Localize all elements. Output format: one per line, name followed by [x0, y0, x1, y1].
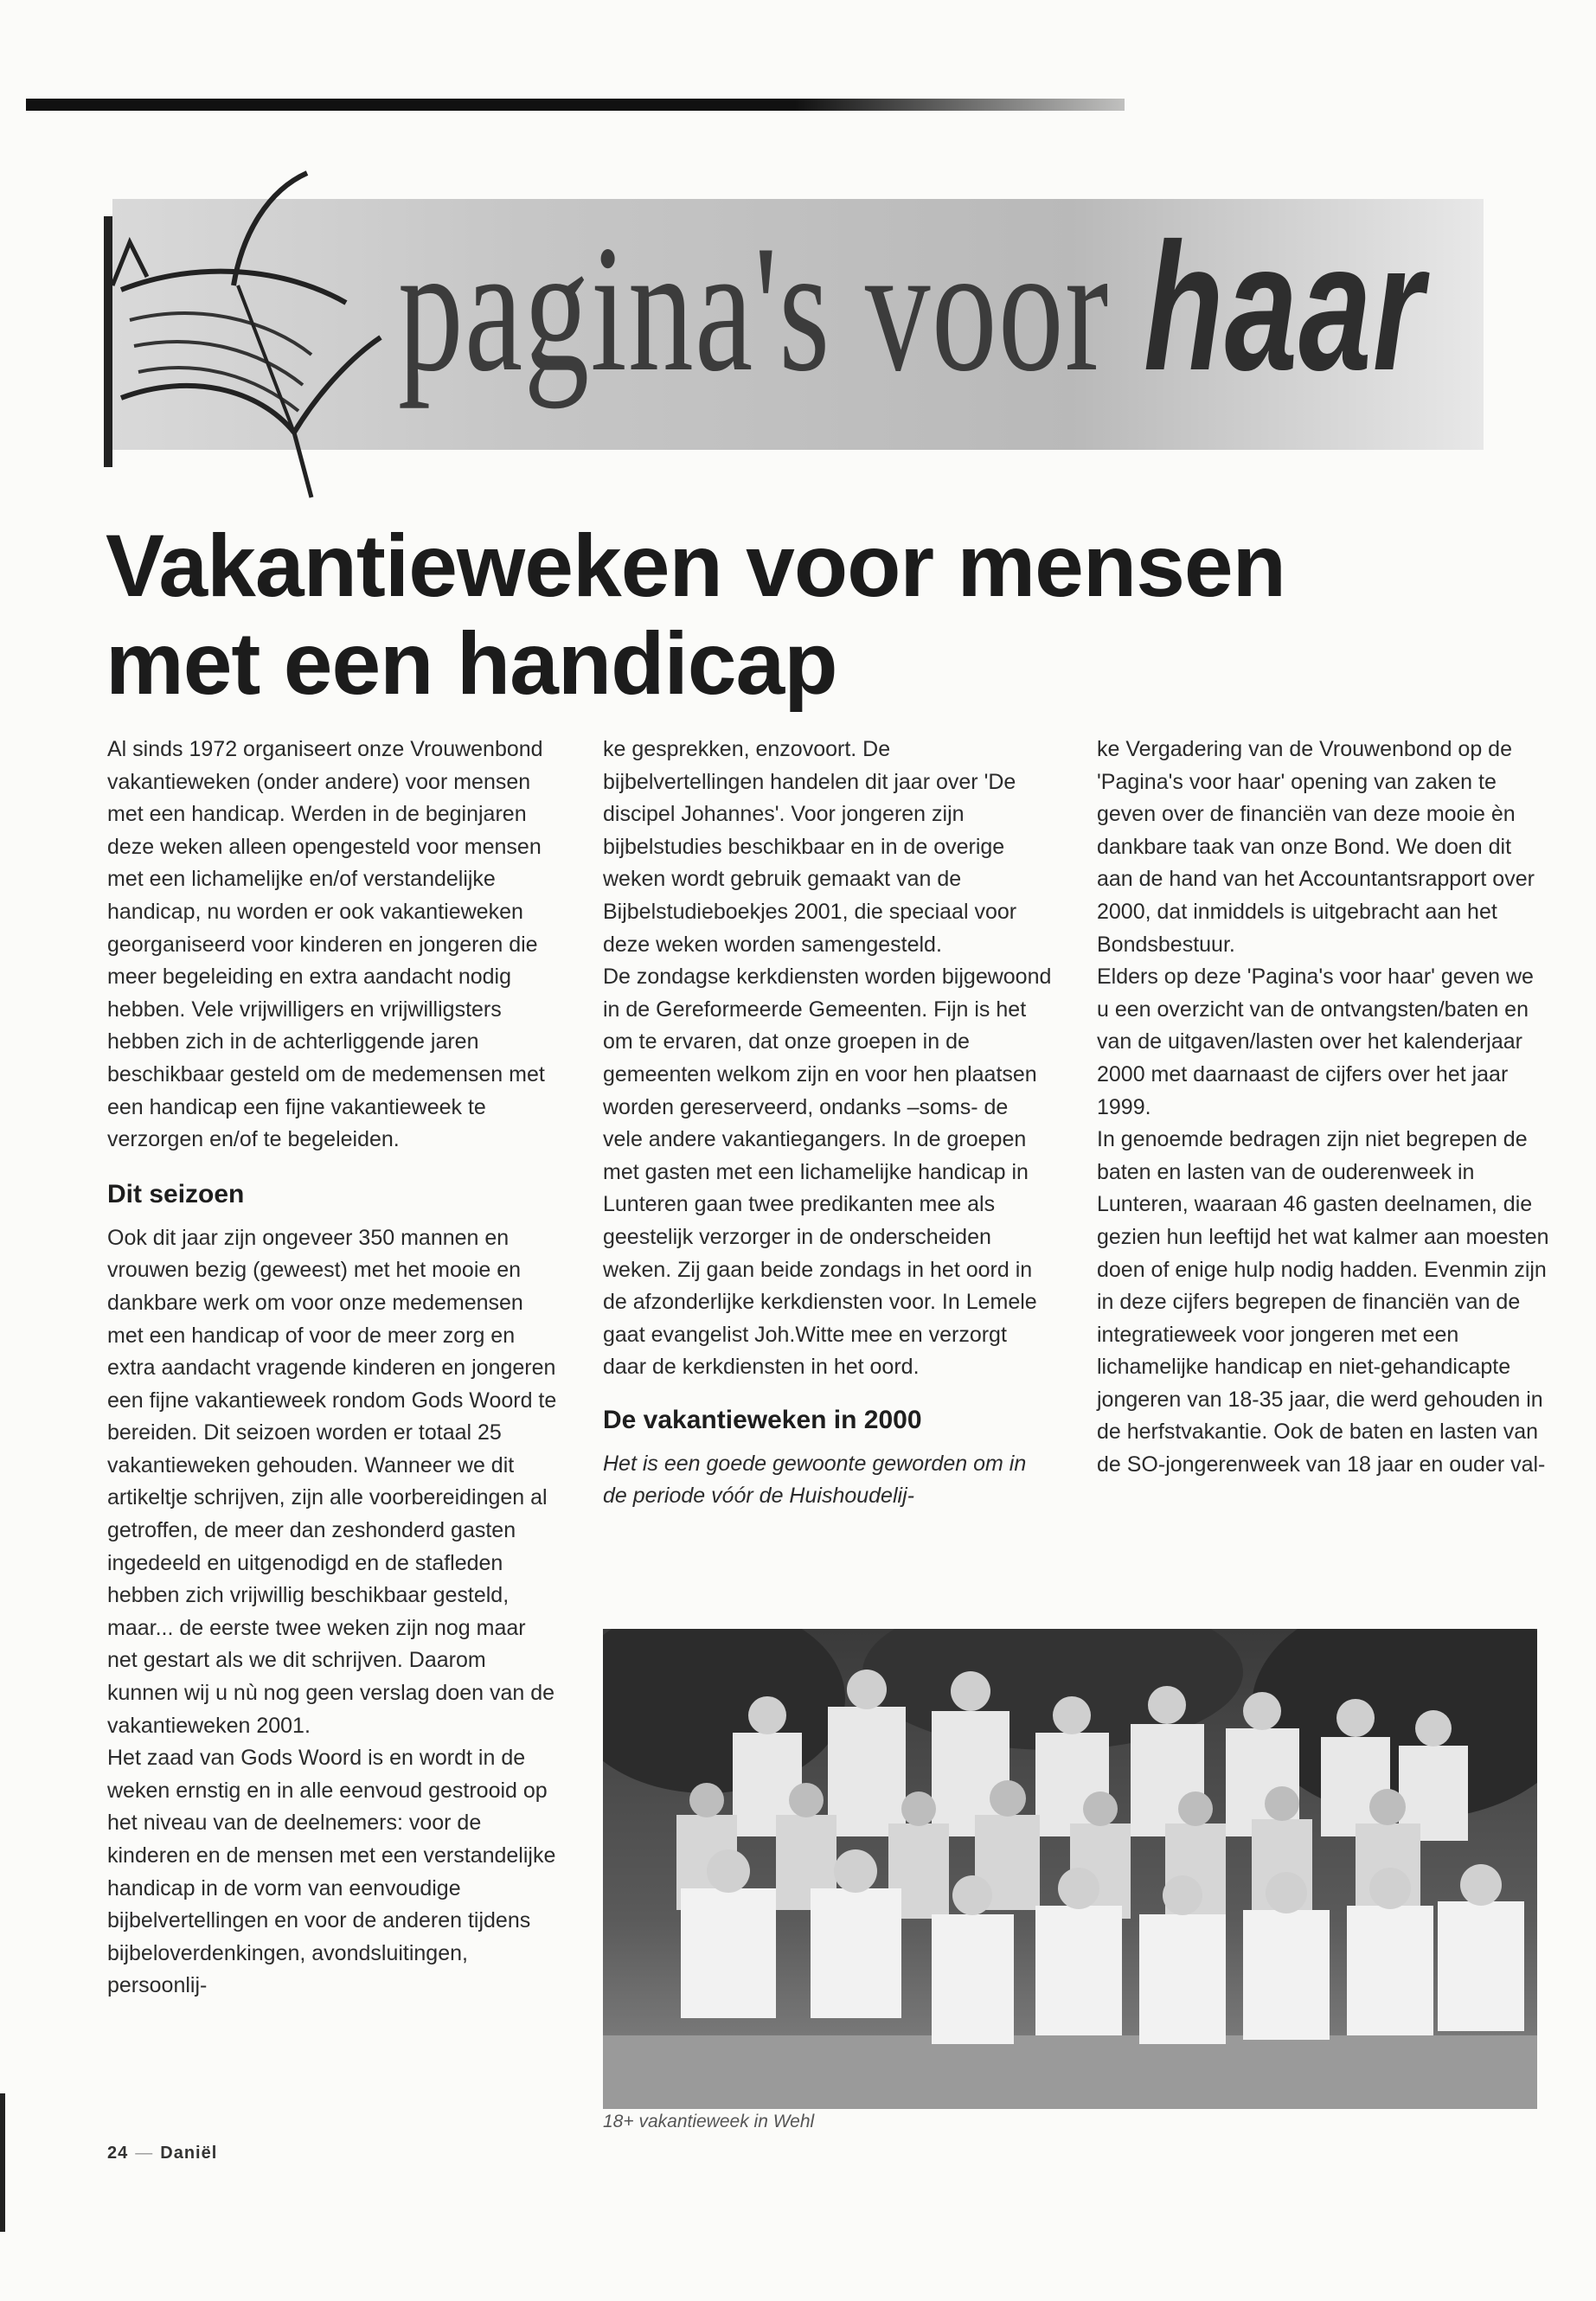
section-heading-dit-seizoen: Dit seizoen	[107, 1179, 245, 1208]
article-column-3	[1097, 734, 1551, 1482]
photo-caption: 18+ vakantieweek in Wehl	[603, 2112, 815, 2131]
article-headline	[106, 517, 1403, 713]
banner-title-bold: haar	[1144, 205, 1426, 408]
article-column-1	[107, 734, 557, 2003]
magazine-name: Daniël	[160, 2144, 218, 2163]
article-column-2	[603, 734, 1053, 1513]
headline-line-1: Vakantieweken voor mensen	[106, 516, 1285, 615]
group-photo-image	[603, 1629, 1537, 2109]
banner-title-main: pagina's voor	[398, 208, 1110, 409]
column1-paragraph-3: Het zaad van Gods Woord is en wordt in de weken ernstig en in alle eenvoud gestrooid op het niveau van de deelnemers: voor de kinderen en de mensen met een verstandelijke handicap in de vorm van eenvoudige bijbelvertellingen en voor de anderen tijdens bijbeloverdenkingen, avondsluitingen, persoonlij-	[107, 1746, 556, 1998]
headline-line-2: met een handicap	[106, 614, 837, 713]
page-edge-mark	[0, 2093, 5, 2232]
column2-paragraph-2: De zondagse kerkdiensten worden bijgewoond in de Gereformeerde Gemeenten. Fijn is het om te ervaren, dat onze groepen in de gemeenten welkom zijn en voor hen plaatsen worden gereserveerd, ondanks –soms- de vele andere vakantiegangers. In de groepen met gasten met een lichamelijke handicap in Lunteren gaan twee predikanten mee als geestelijk verzorger in de onderscheiden weken. Zij gaan beide zondags in het oord in de afzonderlijke kerkdiensten voor. In Lemele gaat evangelist Joh.Witte mee en verzorgt daar de kerkdiensten in het oord.	[603, 965, 1052, 1380]
section-banner	[95, 138, 1479, 536]
column3-paragraph-1: ke Vergadering van de Vrouwenbond op de 'Pagina's voor haar' opening van zaken te geven over de financiën van deze mooie èn dankbare taak van onze Bond. We doen dit aan de hand van het Accountantsrapport over 2000, dat inmiddels is uitgebracht aan het Bondsbestuur.	[1097, 737, 1535, 957]
page-number: 24	[107, 2144, 129, 2163]
column1-paragraph-2: Ook dit jaar zijn ongeveer 350 mannen en vrouwen bezig (geweest) met het mooie en dankbare werk om voor onze medemensen met een handicap of voor de meer zorg en extra aandacht vragende kinderen en jongeren een fijne vakantieweek rondom Gods Woord te bereiden. Dit seizoen worden er totaal 25 vakantieweken gehouden. Wanneer we dit artikeltje schrijven, zijn alle voorbereidingen al getroffen, de meer dan zeshonderd gasten ingedeeld en uitgenodigd en de stafleden hebben zich vrijwillig beschikbaar gesteld, maar... de eerste twee weken zijn nog maar net gestart als we dit schrijven. Daarom kunnen wij u nù nog geen verslag doen van de vakantieweken 2001.	[107, 1225, 557, 1738]
top-rule	[26, 99, 1125, 111]
footer-separator: —	[135, 2144, 154, 2163]
column2-paragraph-1: ke gesprekken, enzovoort. De bijbelvertellingen handelen dit jaar over 'De discipel Johannes'. Voor jongeren zijn bijbelstudies beschikbaar en in de overige weken wordt gebruik gemaakt van de Bijbelstudieboekjes 2001, die speciaal voor deze weken worden samengesteld.	[603, 737, 1017, 957]
section-heading-vakantieweken-2000: De vakantieweken in 2000	[603, 1405, 922, 1434]
column2-paragraph-3: Het is een goede gewoonte geworden om in de periode vóór de Huishoudelij-	[603, 1451, 1027, 1509]
column3-paragraph-3: In genoemde bedragen zijn niet begrepen de baten en lasten van de ouderenweek in Lunteren, waaraan 46 gasten deelnamen, die gezien hun leeftijd het wat kalmer aan moesten doen of enige hulp nodig hadden. Evenmin zijn in deze cijfers begrepen de financiën van de integratieweek voor jongeren met een lichamelijke handicap en niet-gehandicapte jongeren van 18-35 jaar, die werd gehouden in de herfstvakantie. Ook de baten en lasten van de SO-jongerenweek van 18 jaar en ouder val-	[1097, 1127, 1549, 1477]
column1-paragraph-1: Al sinds 1972 organiseert onze Vrouwenbond vakantieweken (onder andere) voor mensen met een handicap. Werden in de beginjaren deze weken alleen opengesteld voor mensen met een lichamelijke en/of verstandelijke handicap, nu worden er ook vakantieweken georganiseerd voor kinderen en jongeren die meer begeleiding en extra aandacht nodig hebben. Vele vrijwilligers en vrijwilligsters hebben zich in de achterliggende jaren beschikbaar gesteld om de medemensen met een handicap een fijne vakantieweek te verzorgen en/of te begeleiden.	[107, 737, 545, 1152]
column3-paragraph-2: Elders op deze 'Pagina's voor haar' geven we u een overzicht van de ontvangsten/baten en van de uitgaven/lasten over het kalenderjaar 2000 met daarnaast de cijfers over het jaar 1999.	[1097, 965, 1534, 1119]
group-photo	[603, 1629, 1537, 2109]
page-footer	[107, 2144, 217, 2163]
banner-title	[398, 205, 1426, 409]
